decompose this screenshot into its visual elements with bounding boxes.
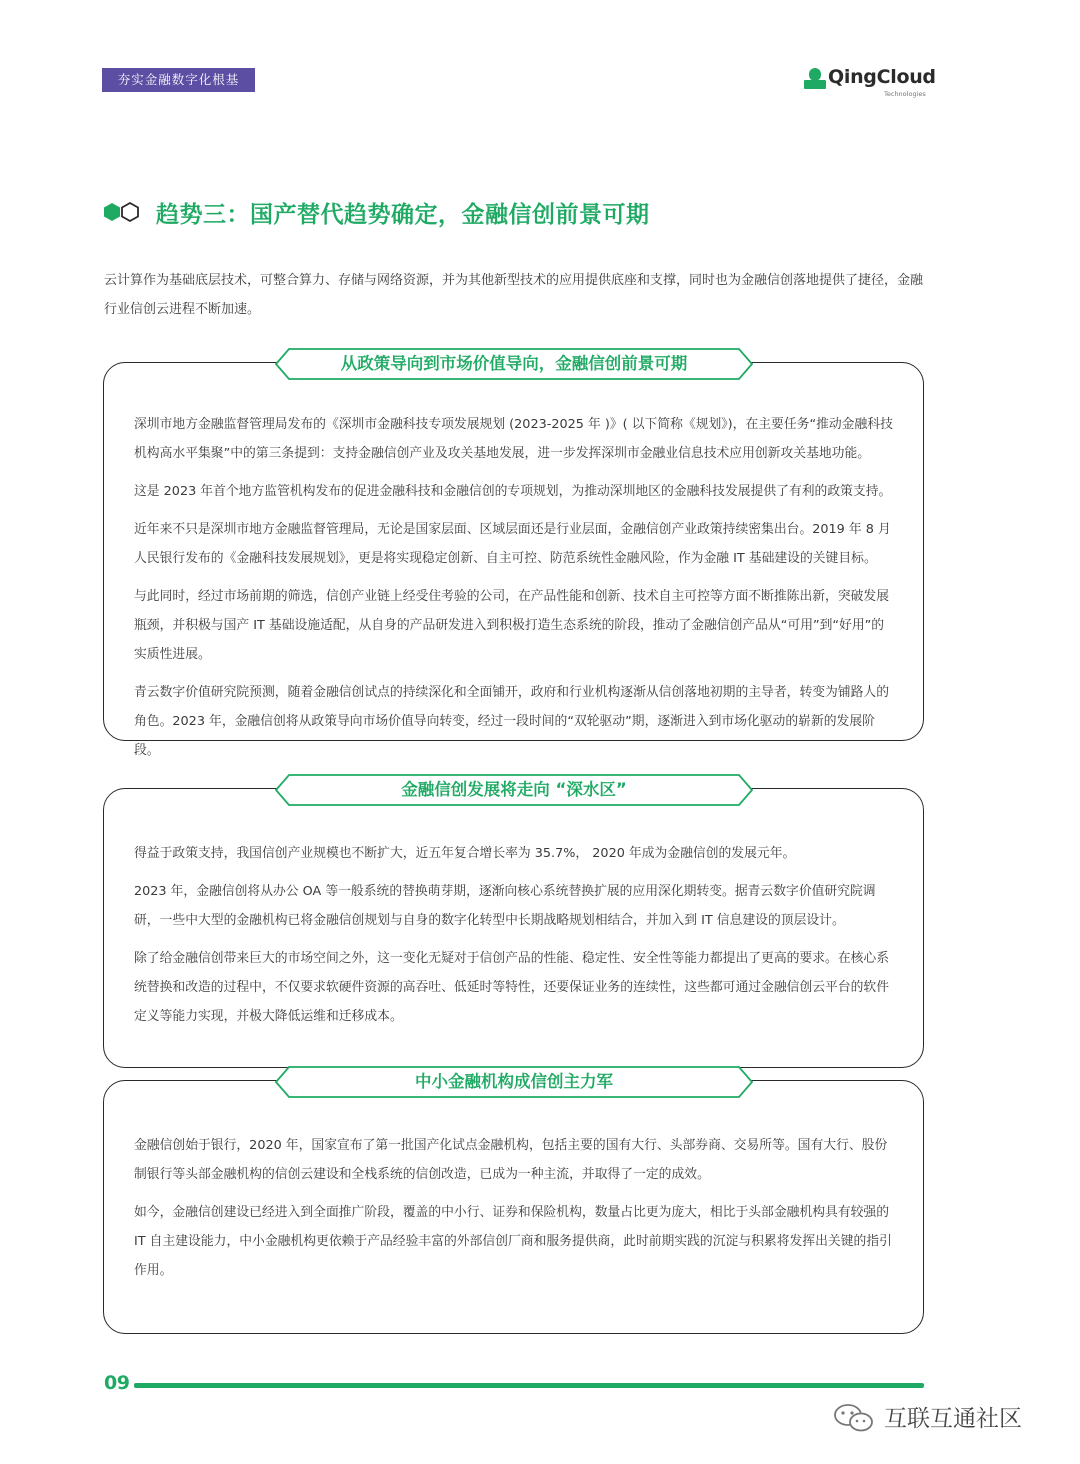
section-title: 金融信创发展将走向 “深水区” [401,780,627,799]
watermark-text: 互联互通社区 [884,1406,1022,1432]
trend-title: 趋势三：国产替代趋势确定，金融信创前景可期 [156,202,650,228]
logo-subtitle: Technologies [884,90,926,98]
hexagon-icon [102,201,142,225]
qingcloud-logo [804,66,934,100]
paragraph: 除了给金融信创带来巨大的市场空间之外，这一变化无疑对于信创产品的性能、稳定性、安全性等能力都提出了更高的要求。在核心系统替换和改造的过程中，不仅要求软硬件资源的高吞吐、低延时等特性，还要保证业务的连续性，这些都可通过金融信创云平台的软件定义等能力实现，并极大降低运维和迁移成本。 [134,951,890,1024]
section-title: 中小金融机构成信创主力军 [415,1072,613,1091]
wechat-icon [832,1402,876,1434]
paragraph: 2023 年，金融信创将从办公 OA 等一般系统的替换萌芽期，逐渐向核心系统替换扩展的应用深化期转变。据青云数字价值研究院调研，一些中大型的金融机构已将金融信创规划与自身的数字化转型中长期战略规划相结合，并加入到 IT 信息建设的顶层设计。 [134,884,876,928]
paragraph: 深圳市地方金融监督管理局发布的《深圳市金融科技专项发展规划 (2023-2025 年 )》( 以下简称《规划》)，在主要任务“推动金融科技机构高水平集聚”中的第三条提到：支持金融信创产业及攻关基地发展，进一步发挥深圳市金融业信息技术应用创新攻关基地功能。 [134,417,893,461]
section-title: 从政策导向到市场价值导向，金融信创前景可期 [340,354,688,373]
intro-paragraph: 云计算作为基础底层技术，可整合算力、存储与网络资源，并为其他新型技术的应用提供底座和支撑，同时也为金融信创落地提供了捷径，金融行业信创云进程不断加速。 [104,273,924,317]
paragraph: 如今，金融信创建设已经进入到全面推广阶段，覆盖的中小行、证券和保险机构，数量占比更为庞大，相比于头部金融机构具有较强的 IT 自主建设能力，中小金融机构更依赖于产品经验丰富的外部信创厂商和服务提供商，此时前期实践的沉淀与积累将发挥出关键的指引作用。 [134,1205,892,1278]
logo-name: QingCloud [828,66,936,88]
section-box-policy [103,362,924,758]
paragraph: 与此同时，经过市场前期的筛选，信创产业链上经受住考验的公司，在产品性能和创新、技术自主可控等方面不断推陈出新，突破发展瓶颈，并积极与国产 IT 基础设施适配，从自身的产品研发进入到积极打造生态系统的阶段，推动了金融信创产品从“可用”到“好用”的实质性进展。 [134,589,890,662]
footer-divider [134,1383,924,1388]
page-number: 09 [104,1372,130,1394]
paragraph: 得益于政策支持，我国信创产业规模也不断扩大，近五年复合增长率为 35.7%， 2020 年成为金融信创的发展元年。 [134,846,796,861]
section-title-banner [275,348,753,380]
section-title-banner [275,774,753,806]
section-box-smb [103,1080,924,1334]
paragraph: 青云数字价值研究院预测，随着金融信创试点的持续深化和全面铺开，政府和行业机构逐渐从信创落地初期的主导者，转变为铺路人的角色。2023 年，金融信创将从政策导向市场价值导向转变，经过一段时间的“双轮驱动”期，逐渐进入到市场化驱动的崭新的发展阶段。 [134,685,890,758]
section-title-banner [275,1066,753,1098]
paragraph: 这是 2023 年首个地方监管机构发布的促进金融科技和金融信创的专项规划，为推动深圳地区的金融科技发展提供了有利的政策支持。 [134,484,892,499]
qingcloud-logo-icon [804,68,826,92]
header-category-tag: 夯实金融数字化根基 [102,68,255,92]
paragraph: 近年来不只是深圳市地方金融监督管理局，无论是国家层面、区域层面还是行业层面，金融信创产业政策持续密集出台。2019 年 8 月人民银行发布的《金融科技发展规划》，更是将实现稳定创新、自主可控、防范系统性金融风险，作为金融 IT 基础建设的关键目标。 [134,522,891,566]
section-box-deepwater [103,788,924,1068]
paragraph: 金融信创始于银行，2020 年，国家宣布了第一批国产化试点金融机构，包括主要的国有大行、头部券商、交易所等。国有大行、股份制银行等头部金融机构的信创云建设和全栈系统的信创改造，已成为一种主流，并取得了一定的成效。 [134,1138,888,1182]
